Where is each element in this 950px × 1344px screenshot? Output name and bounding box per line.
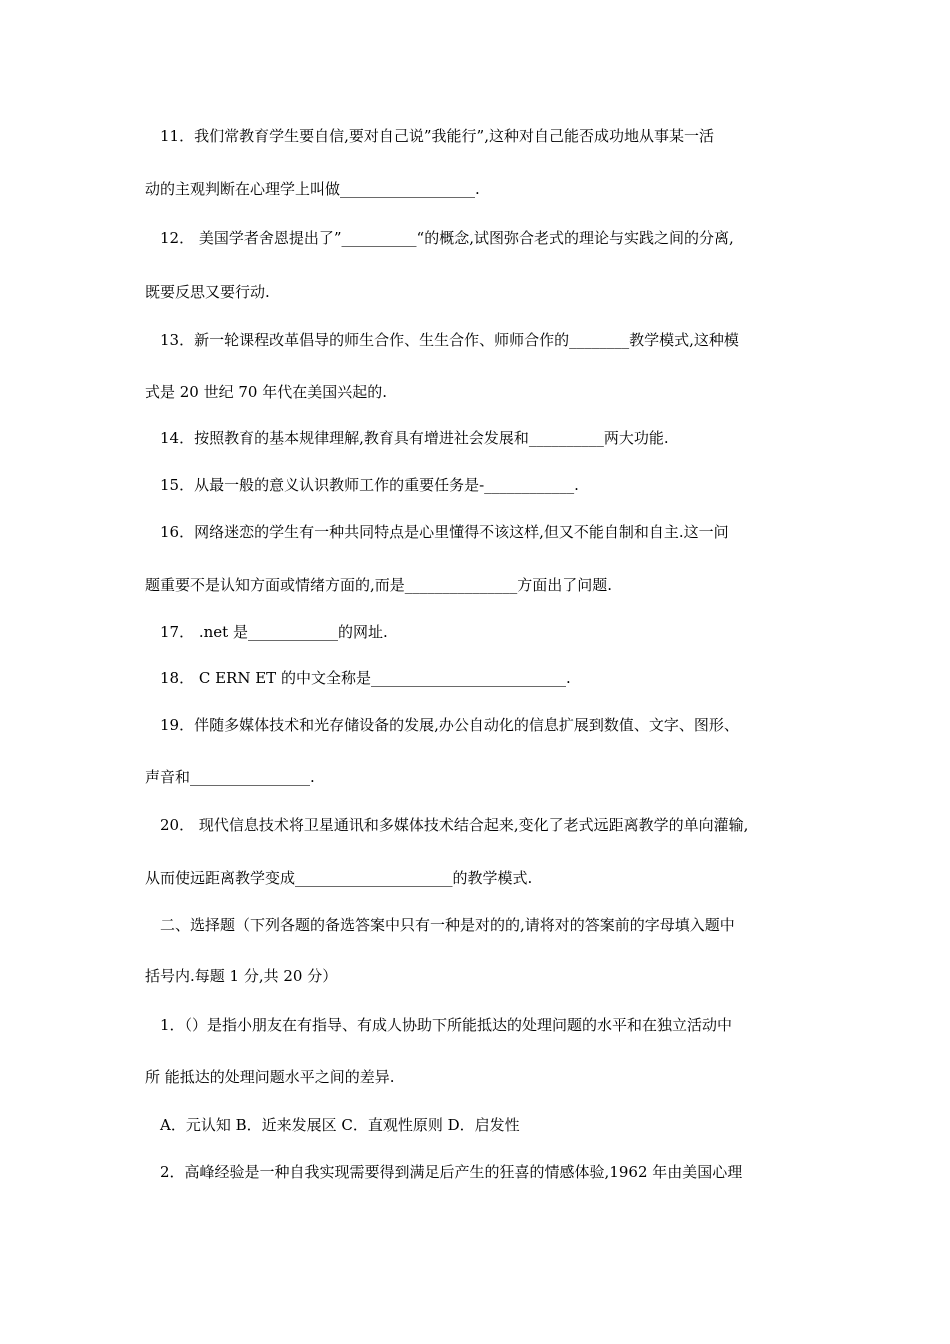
choice-question-2-line-1: 2．高峰经验是一种自我实现需要得到满足后产生的狂喜的情感体验,1962 年由美国心理 — [160, 1163, 743, 1181]
section-two-heading-line-1: 二、选择题（下列各题的备选答案中只有一种是对的的,请将对的答案前的字母填入题中 — [160, 916, 735, 934]
question-14: 14．按照教育的基本规律理解,教育具有增进社会发展和__________两大功能. — [160, 429, 669, 447]
question-19-line-1: 19．伴随多媒体技术和光存储设备的发展,办公自动化的信息扩展到数值、文字、图形、 — [160, 716, 739, 734]
question-13-line-2: 式是 20 世纪 70 年代在美国兴起的. — [145, 383, 388, 401]
question-18: 18． C ERN ET 的中文全称是__________________________. — [160, 669, 571, 687]
question-12-line-1: 12． 美国学者舍恩提出了”__________“的概念,试图弥合老式的理论与实践之间的分离, — [160, 229, 734, 247]
section-two-heading-line-2: 括号内.每题 1 分,共 20 分） — [145, 967, 338, 985]
question-16-line-1: 16．网络迷恋的学生有一种共同特点是心里懂得不该这样,但又不能自制和自主.这一问 — [160, 523, 729, 541]
question-20-line-1: 20． 现代信息技术将卫星通讯和多媒体技术结合起来,变化了老式远距离教学的单向灌输, — [160, 816, 749, 834]
question-11-line-2: 动的主观判断在心理学上叫做__________________. — [145, 180, 480, 198]
question-16-line-2: 题重要不是认知方面或情绪方面的,而是_______________方面出了问题. — [145, 576, 613, 594]
question-11-line-1: 11．我们常教育学生要自信,要对自己说”我能行”,这种对自己能否成功地从事某一活 — [160, 127, 714, 145]
choice-question-1-line-1: 1．（）是指小朋友在有指导、有成人协助下所能抵达的处理问题的水平和在独立活动中 — [160, 1016, 733, 1034]
question-13-line-1: 13．新一轮课程改革倡导的师生合作、生生合作、师师合作的________教学模式,这种模 — [160, 331, 739, 349]
question-19-line-2: 声音和________________. — [145, 768, 315, 786]
question-17: 17． .net 是____________的网址. — [160, 623, 388, 641]
question-20-line-2: 从而使远距离教学变成_____________________的教学模式. — [145, 869, 533, 887]
choice-question-1-line-2: 所 能抵达的处理问题水平之间的差异. — [145, 1068, 395, 1086]
question-15: 15．从最一般的意义认识教师工作的重要任务是-____________. — [160, 476, 579, 494]
question-12-line-2: 既要反思又要行动. — [145, 283, 270, 301]
choice-question-1-options: A．元认知 B．近来发展区 C．直观性原则 D．启发性 — [160, 1116, 520, 1134]
